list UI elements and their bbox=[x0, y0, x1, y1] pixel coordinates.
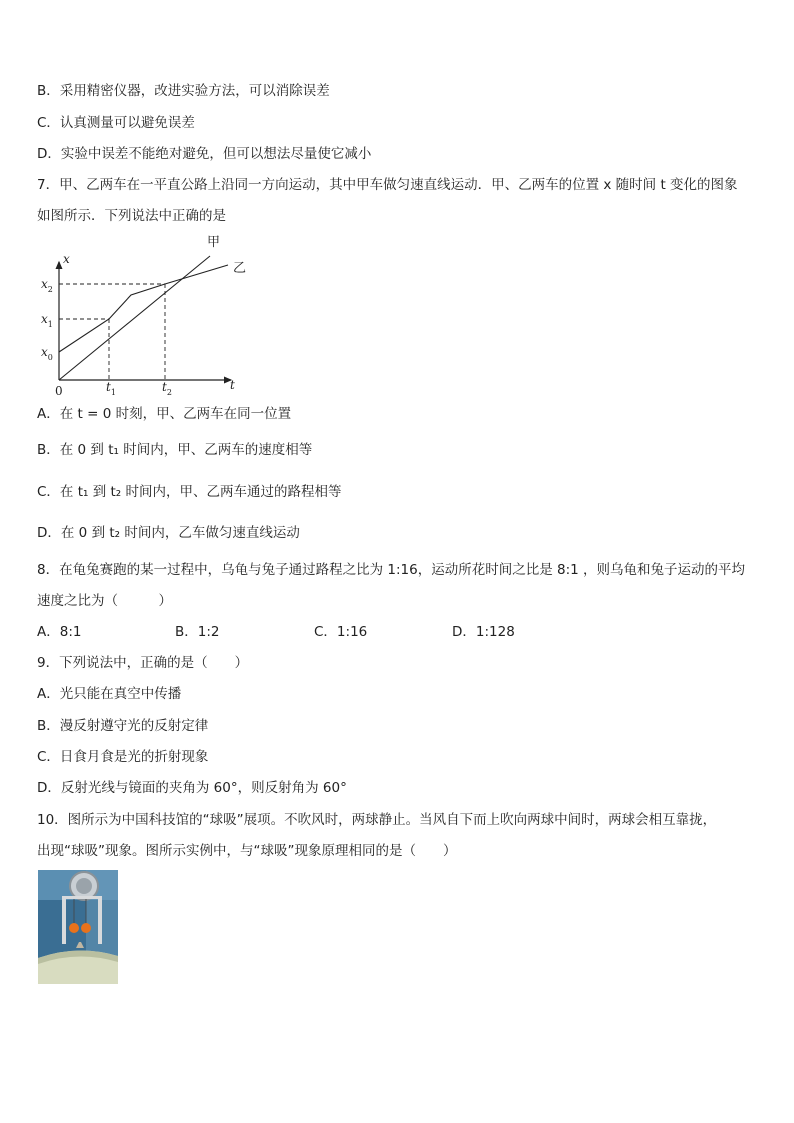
q6-option-b: B．采用精密仪器，改进实验方法，可以消除误差 bbox=[37, 83, 330, 99]
q8-option-a: A．8:1 bbox=[37, 624, 82, 640]
q8-option-c: C．1:16 bbox=[314, 624, 368, 640]
q7-option-d: D．在 0 到 t₂ 时间内，乙车做匀速直线运动 bbox=[37, 525, 300, 541]
q8-stem-line-1: 8．在龟兔赛跑的某一过程中，乌龟与兔子通过路程之比为 1:16，运动所花时间之比是 8:1 ，则乌龟和兔子运动的平均 bbox=[37, 562, 746, 578]
q9-option-d: D．反射光线与镜面的夹角为 60°，则反射角为 60° bbox=[37, 780, 347, 796]
x0-label: $x_0$ bbox=[41, 345, 53, 362]
q6-option-c: C．认真测量可以避免误差 bbox=[37, 115, 195, 131]
q7-option-b: B．在 0 到 t₁ 时间内，甲、乙两车的速度相等 bbox=[37, 442, 313, 458]
q9-option-a: A．光只能在真空中传播 bbox=[37, 686, 182, 702]
x2-label: $x_2$ bbox=[41, 277, 53, 294]
t1-label: $t_1$ bbox=[106, 380, 116, 397]
q9-stem: 9．下列说法中，正确的是（ ） bbox=[37, 655, 249, 671]
line-jia-label: 甲 bbox=[207, 235, 221, 250]
line-yi bbox=[59, 265, 228, 352]
ball-suction-exhibit-photo bbox=[38, 870, 118, 984]
line-yi-label: 乙 bbox=[233, 261, 247, 276]
q7-stem-line-2: 如图所示．下列说法中正确的是 bbox=[37, 208, 226, 224]
q10-stem-line-2: 出现“球吸”现象。图所示实例中，与“球吸”现象原理相同的是（ ） bbox=[37, 843, 457, 859]
line-jia bbox=[59, 256, 210, 380]
t-axis-label: t bbox=[230, 378, 235, 392]
q6-option-d: D．实验中误差不能绝对避免，但可以想法尽量使它减小 bbox=[37, 146, 372, 162]
q9-option-c: C．日食月食是光的折射现象 bbox=[37, 749, 209, 765]
q8-option-b: B．1:2 bbox=[175, 624, 220, 640]
q9-option-b: B．漫反射遵守光的反射定律 bbox=[37, 718, 209, 734]
q7-option-c: C．在 t₁ 到 t₂ 时间内，甲、乙两车通过的路程相等 bbox=[37, 484, 342, 500]
q10-stem-line-1: 10．图所示为中国科技馆的“球吸”展项。不吹风时，两球静止。当风自下而上吹向两球中间时，两球会相互靠拢， bbox=[37, 812, 717, 828]
t2-label: $t_2$ bbox=[162, 380, 172, 397]
q7-option-a: A．在 t = 0 时刻，甲、乙两车在同一位置 bbox=[37, 406, 292, 422]
q8-stem-line-2: 速度之比为（ ） bbox=[37, 593, 172, 609]
x1-label: $x_1$ bbox=[41, 312, 53, 329]
q7-stem-line-1: 7．甲、乙两车在一平直公路上沿同一方向运动，其中甲车做匀速直线运动．甲、乙两车的位置 x 随时间 t 变化的图象 bbox=[37, 177, 738, 193]
origin-label: 0 bbox=[55, 384, 63, 398]
q8-option-d: D．1:128 bbox=[452, 624, 515, 640]
x-axis-label: x bbox=[63, 252, 70, 266]
position-time-graph bbox=[30, 232, 255, 402]
